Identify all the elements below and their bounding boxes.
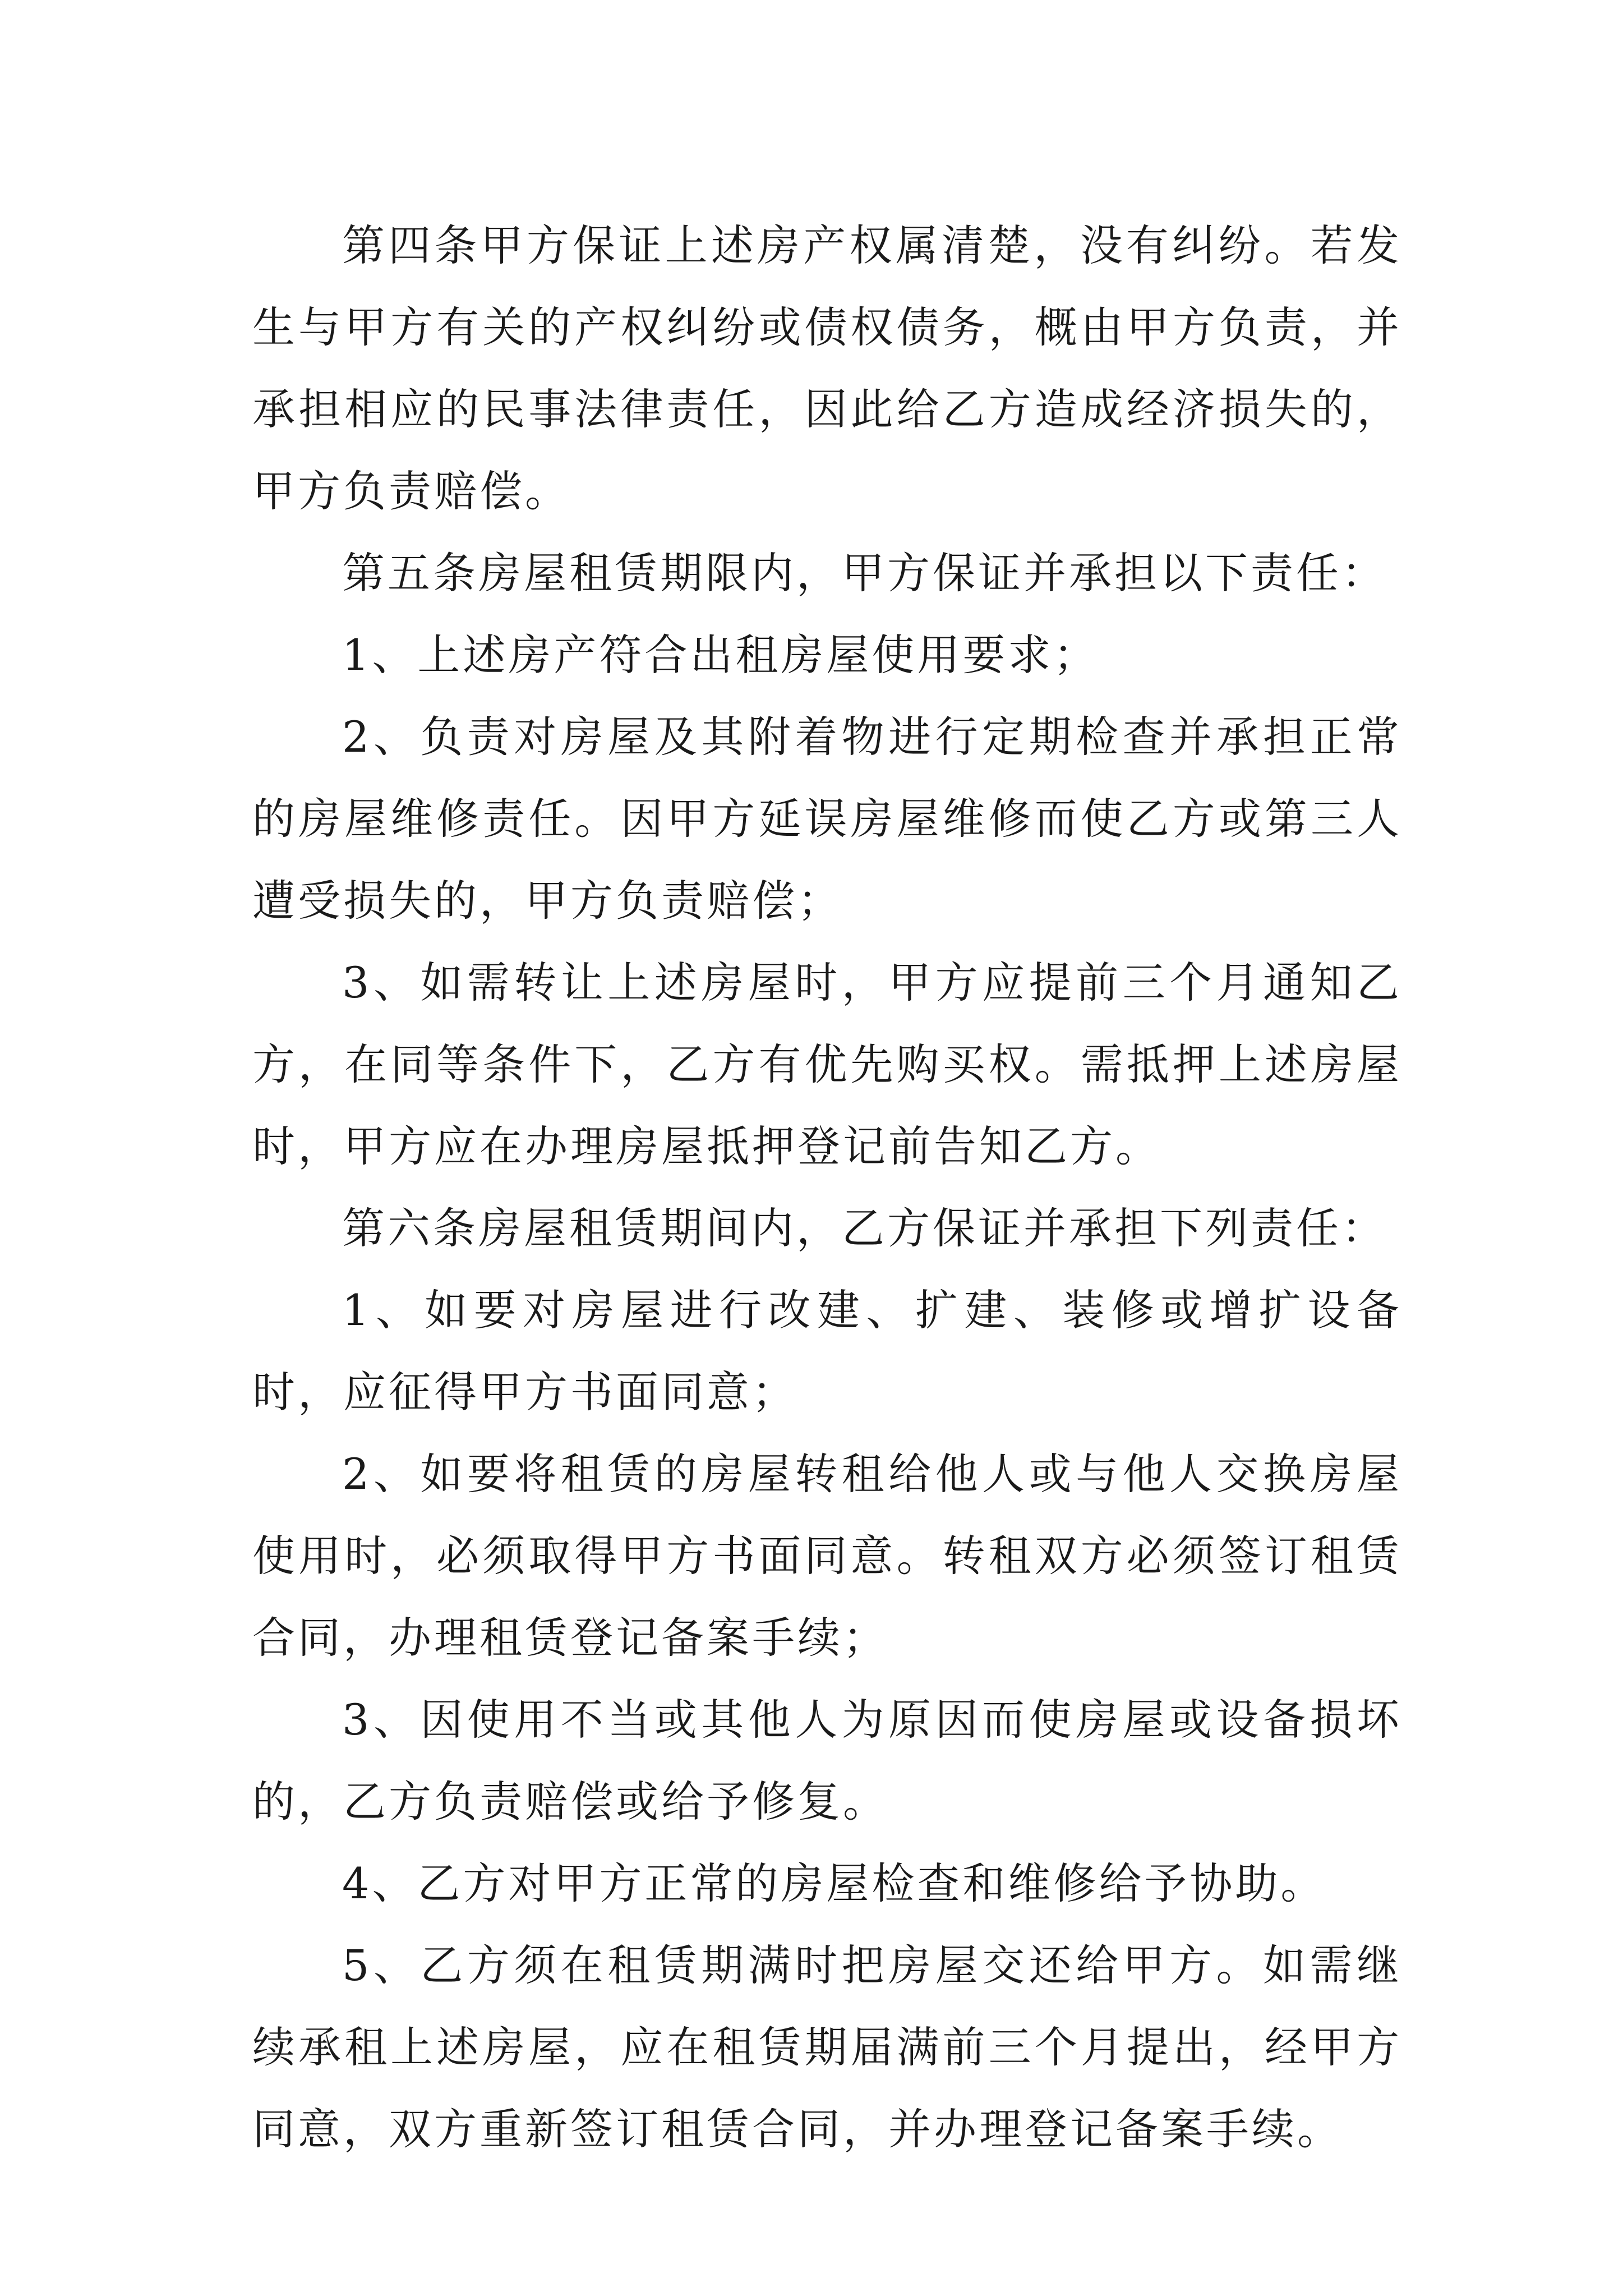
paragraph-article-6-item-5: 5、乙方须在租赁期满时把房屋交还给甲方。如需继续承租上述房屋，应在租赁期届满前三个月提出，经甲方同意，双方重新签订租赁合同，并办理登记备案手续。 [252,1940,1402,2154]
paragraph-article-6-item-2: 2、如要将租赁的房屋转租给他人或与他人交换房屋使用时，必须取得甲方书面同意。转租双方必须签订租赁合同，办理租赁登记备案手续； [252,1449,1402,1663]
paragraph-article-5-item-1: 1、上述房产符合出租房屋使用要求； [342,630,1099,680]
paragraph-article-6-item-3: 3、因使用不当或其他人为原因而使房屋或设备损坏的，乙方负责赔偿或给予修复。 [252,1695,1402,1826]
paragraph-article-4: 第四条甲方保证上述房产权属清楚，没有纠纷。若发生与甲方有关的产权纠纷或债权债务，概由甲方负责，并承担相应的民事法律责任，因此给乙方造成经济损失的，甲方负责赔偿。 [252,220,1402,516]
paragraph-article-5-heading: 第五条房屋租赁期限内，甲方保证并承担以下责任： [342,548,1387,598]
document-body [252,205,1402,2170]
paragraph-article-6-item-4: 4、乙方对甲方正常的房屋检查和维修给予协助。 [342,1858,1326,1908]
paragraph-article-6-heading: 第六条房屋租赁期间内，乙方保证并承担下列责任： [342,1203,1387,1253]
paragraph-article-6-item-1: 1、如要对房屋进行改建、扩建、装修或增扩设备时，应征得甲方书面同意； [252,1285,1402,1417]
paragraph-article-5-item-3: 3、如需转让上述房屋时，甲方应提前三个月通知乙方，在同等条件下，乙方有优先购买权。需抵押上述房屋时，甲方应在办理房屋抵押登记前告知乙方。 [252,958,1402,1171]
paragraph-article-5-item-2: 2、负责对房屋及其附着物进行定期检查并承担正常的房屋维修责任。因甲方延误房屋维修而使乙方或第三人遭受损失的，甲方负责赔偿； [252,712,1402,926]
